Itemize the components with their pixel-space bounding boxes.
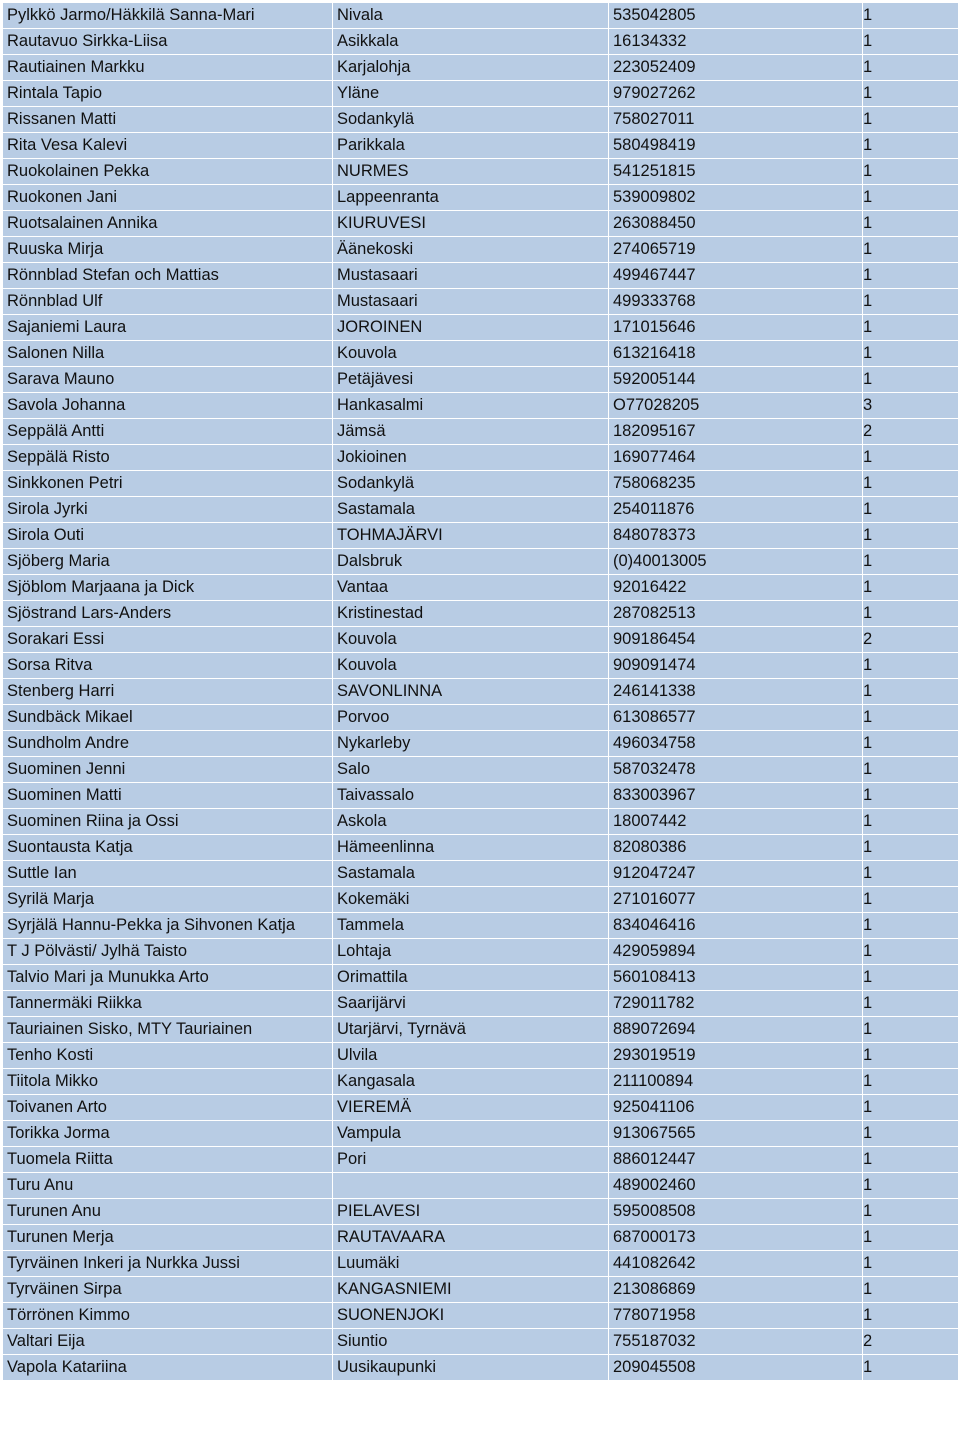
count-cell: 1 [863,81,959,107]
name-cell: Tauriainen Sisko, MTY Tauriainen [3,1017,333,1043]
code-cell: 912047247 [609,861,863,887]
name-cell: Turunen Merja [3,1225,333,1251]
code-cell: 499467447 [609,263,863,289]
code-cell: 848078373 [609,523,863,549]
municipality-cell: Yläne [333,81,609,107]
records-table [2,2,959,1381]
table-row [3,783,959,809]
count-cell: 1 [863,965,959,991]
count-cell: 1 [863,1121,959,1147]
count-cell: 1 [863,809,959,835]
table-row [3,653,959,679]
municipality-cell: Askola [333,809,609,835]
count-cell: 1 [863,757,959,783]
table-row [3,575,959,601]
municipality-cell: Lohtaja [333,939,609,965]
count-cell: 1 [863,107,959,133]
name-cell: Syrilä Marja [3,887,333,913]
table-row [3,55,959,81]
code-cell: 909186454 [609,627,863,653]
count-cell: 1 [863,185,959,211]
name-cell: Toivanen Arto [3,1095,333,1121]
table-row [3,731,959,757]
name-cell: Seppälä Antti [3,419,333,445]
code-cell: 429059894 [609,939,863,965]
name-cell: Turunen Anu [3,1199,333,1225]
code-cell: 541251815 [609,159,863,185]
municipality-cell: Vampula [333,1121,609,1147]
name-cell: Pylkkö Jarmo/Häkkilä Sanna-Mari [3,3,333,29]
code-cell: 560108413 [609,965,863,991]
municipality-cell: Tammela [333,913,609,939]
code-cell: 778071958 [609,1303,863,1329]
name-cell: Törrönen Kimmo [3,1303,333,1329]
count-cell: 1 [863,341,959,367]
table-row [3,107,959,133]
code-cell: 758027011 [609,107,863,133]
code-cell: 913067565 [609,1121,863,1147]
municipality-cell: Sodankylä [333,107,609,133]
table-row [3,1095,959,1121]
table-row [3,237,959,263]
municipality-cell: Hämeenlinna [333,835,609,861]
count-cell: 1 [863,1355,959,1381]
municipality-cell: Kouvola [333,627,609,653]
table-row [3,1043,959,1069]
name-cell: Tiitola Mikko [3,1069,333,1095]
count-cell: 1 [863,1069,959,1095]
name-cell: Sundbäck Mikael [3,705,333,731]
table-row [3,627,959,653]
table-row [3,1121,959,1147]
count-cell: 1 [863,263,959,289]
name-cell: Sorsa Ritva [3,653,333,679]
municipality-cell: Porvoo [333,705,609,731]
count-cell: 1 [863,1251,959,1277]
code-cell: 886012447 [609,1147,863,1173]
count-cell: 1 [863,1095,959,1121]
count-cell: 1 [863,3,959,29]
table-row [3,939,959,965]
name-cell: Rautiainen Markku [3,55,333,81]
table-row [3,29,959,55]
name-cell: Sajaniemi Laura [3,315,333,341]
municipality-cell: Vantaa [333,575,609,601]
table-row [3,679,959,705]
name-cell: Talvio Mari ja Munukka Arto [3,965,333,991]
count-cell: 3 [863,393,959,419]
table-row [3,185,959,211]
count-cell: 1 [863,601,959,627]
count-cell: 1 [863,939,959,965]
count-cell: 2 [863,627,959,653]
count-cell: 1 [863,1225,959,1251]
count-cell: 1 [863,445,959,471]
municipality-cell: Mustasaari [333,289,609,315]
municipality-cell: Sastamala [333,861,609,887]
count-cell: 1 [863,1147,959,1173]
municipality-cell: Orimattila [333,965,609,991]
code-cell: 592005144 [609,367,863,393]
municipality-cell: Karjalohja [333,55,609,81]
name-cell: Sjöstrand Lars-Anders [3,601,333,627]
code-cell: 211100894 [609,1069,863,1095]
municipality-cell: Taivassalo [333,783,609,809]
code-cell: 441082642 [609,1251,863,1277]
code-cell: 489002460 [609,1173,863,1199]
table-row [3,757,959,783]
code-cell: O77028205 [609,393,863,419]
code-cell: 92016422 [609,575,863,601]
table-row [3,913,959,939]
table-row [3,1199,959,1225]
table-row [3,211,959,237]
code-cell: 758068235 [609,471,863,497]
code-cell: 595008508 [609,1199,863,1225]
name-cell: Seppälä Risto [3,445,333,471]
municipality-cell: Äänekoski [333,237,609,263]
name-cell: Savola Johanna [3,393,333,419]
code-cell: (0)40013005 [609,549,863,575]
count-cell: 1 [863,1017,959,1043]
count-cell: 1 [863,1043,959,1069]
code-cell: 254011876 [609,497,863,523]
name-cell: Tyrväinen Sirpa [3,1277,333,1303]
count-cell: 1 [863,159,959,185]
municipality-cell: Sastamala [333,497,609,523]
table-row [3,861,959,887]
code-cell: 287082513 [609,601,863,627]
municipality-cell: Kristinestad [333,601,609,627]
name-cell: Sjöblom Marjaana ja Dick [3,575,333,601]
name-cell: Stenberg Harri [3,679,333,705]
table-row [3,835,959,861]
table-row [3,887,959,913]
code-cell: 182095167 [609,419,863,445]
municipality-cell: Salo [333,757,609,783]
municipality-cell: Uusikaupunki [333,1355,609,1381]
code-cell: 16134332 [609,29,863,55]
municipality-cell: Kangasala [333,1069,609,1095]
count-cell: 1 [863,55,959,81]
municipality-cell [333,1173,609,1199]
name-cell: Turu Anu [3,1173,333,1199]
name-cell: Valtari Eija [3,1329,333,1355]
code-cell: 613216418 [609,341,863,367]
table-row [3,393,959,419]
name-cell: Ruotsalainen Annika [3,211,333,237]
count-cell: 1 [863,289,959,315]
table-row [3,471,959,497]
code-cell: 263088450 [609,211,863,237]
count-cell: 1 [863,133,959,159]
municipality-cell: Mustasaari [333,263,609,289]
code-cell: 909091474 [609,653,863,679]
table-row [3,367,959,393]
code-cell: 834046416 [609,913,863,939]
name-cell: Sjöberg Maria [3,549,333,575]
name-cell: Torikka Jorma [3,1121,333,1147]
code-cell: 539009802 [609,185,863,211]
name-cell: Sundholm Andre [3,731,333,757]
name-cell: Ruokonen Jani [3,185,333,211]
count-cell: 1 [863,835,959,861]
name-cell: Suominen Riina ja Ossi [3,809,333,835]
name-cell: Suttle Ian [3,861,333,887]
municipality-cell: SAVONLINNA [333,679,609,705]
code-cell: 979027262 [609,81,863,107]
code-cell: 613086577 [609,705,863,731]
code-cell: 687000173 [609,1225,863,1251]
municipality-cell: Pori [333,1147,609,1173]
table-row [3,289,959,315]
code-cell: 82080386 [609,835,863,861]
name-cell: Rönnblad Stefan och Mattias [3,263,333,289]
code-cell: 271016077 [609,887,863,913]
municipality-cell: RAUTAVAARA [333,1225,609,1251]
count-cell: 1 [863,653,959,679]
code-cell: 755187032 [609,1329,863,1355]
municipality-cell: Hankasalmi [333,393,609,419]
table-row [3,1173,959,1199]
code-cell: 209045508 [609,1355,863,1381]
code-cell: 18007442 [609,809,863,835]
count-cell: 1 [863,367,959,393]
name-cell: Suontausta Katja [3,835,333,861]
code-cell: 496034758 [609,731,863,757]
count-cell: 2 [863,419,959,445]
name-cell: Tyrväinen Inkeri ja Nurkka Jussi [3,1251,333,1277]
count-cell: 1 [863,211,959,237]
name-cell: Vapola Katariina [3,1355,333,1381]
municipality-cell: PIELAVESI [333,1199,609,1225]
name-cell: Rautavuo Sirkka-Liisa [3,29,333,55]
table-row [3,1147,959,1173]
name-cell: Sirola Jyrki [3,497,333,523]
count-cell: 1 [863,315,959,341]
table-row [3,263,959,289]
code-cell: 889072694 [609,1017,863,1043]
name-cell: Suominen Matti [3,783,333,809]
municipality-cell: NURMES [333,159,609,185]
table-row [3,601,959,627]
municipality-cell: Parikkala [333,133,609,159]
municipality-cell: Utarjärvi, Tyrnävä [333,1017,609,1043]
table-row [3,3,959,29]
municipality-cell: Ulvila [333,1043,609,1069]
count-cell: 1 [863,575,959,601]
code-cell: 274065719 [609,237,863,263]
name-cell: Rissanen Matti [3,107,333,133]
name-cell: Ruokolainen Pekka [3,159,333,185]
code-cell: 246141338 [609,679,863,705]
municipality-cell: Asikkala [333,29,609,55]
table-row [3,1251,959,1277]
count-cell: 1 [863,1173,959,1199]
municipality-cell: Nivala [333,3,609,29]
name-cell: Rita Vesa Kalevi [3,133,333,159]
name-cell: Suominen Jenni [3,757,333,783]
code-cell: 587032478 [609,757,863,783]
table-row [3,1355,959,1381]
count-cell: 1 [863,523,959,549]
table-row [3,523,959,549]
table-row [3,159,959,185]
count-cell: 1 [863,705,959,731]
table-row [3,341,959,367]
code-cell: 293019519 [609,1043,863,1069]
table-row [3,1303,959,1329]
code-cell: 169077464 [609,445,863,471]
municipality-cell: Jämsä [333,419,609,445]
municipality-cell: Luumäki [333,1251,609,1277]
table-row [3,497,959,523]
code-cell: 580498419 [609,133,863,159]
records-table-body [3,3,959,1381]
table-row [3,419,959,445]
name-cell: Sarava Mauno [3,367,333,393]
count-cell: 1 [863,887,959,913]
name-cell: Syrjälä Hannu-Pekka ja Sihvonen Katja [3,913,333,939]
table-row [3,965,959,991]
table-row [3,133,959,159]
table-row [3,81,959,107]
count-cell: 1 [863,1199,959,1225]
municipality-cell: Siuntio [333,1329,609,1355]
table-row [3,1069,959,1095]
count-cell: 1 [863,471,959,497]
code-cell: 535042805 [609,3,863,29]
table-row [3,1225,959,1251]
table-row [3,1017,959,1043]
table-row [3,315,959,341]
count-cell: 1 [863,731,959,757]
municipality-cell: SUONENJOKI [333,1303,609,1329]
table-row [3,445,959,471]
municipality-cell: Jokioinen [333,445,609,471]
code-cell: 171015646 [609,315,863,341]
municipality-cell: JOROINEN [333,315,609,341]
name-cell: Ruuska Mirja [3,237,333,263]
table-row [3,1329,959,1355]
count-cell: 1 [863,549,959,575]
municipality-cell: KANGASNIEMI [333,1277,609,1303]
municipality-cell: Saarijärvi [333,991,609,1017]
municipality-cell: KIURUVESI [333,211,609,237]
municipality-cell: TOHMAJÄRVI [333,523,609,549]
count-cell: 1 [863,1277,959,1303]
table-row [3,809,959,835]
municipality-cell: VIEREMÄ [333,1095,609,1121]
count-cell: 1 [863,783,959,809]
name-cell: Tuomela Riitta [3,1147,333,1173]
count-cell: 1 [863,991,959,1017]
code-cell: 925041106 [609,1095,863,1121]
municipality-cell: Nykarleby [333,731,609,757]
name-cell: Sorakari Essi [3,627,333,653]
municipality-cell: Lappeenranta [333,185,609,211]
municipality-cell: Dalsbruk [333,549,609,575]
name-cell: Rönnblad Ulf [3,289,333,315]
code-cell: 213086869 [609,1277,863,1303]
name-cell: Sirola Outi [3,523,333,549]
municipality-cell: Petäjävesi [333,367,609,393]
table-row [3,1277,959,1303]
count-cell: 1 [863,861,959,887]
count-cell: 1 [863,29,959,55]
code-cell: 499333768 [609,289,863,315]
table-row [3,549,959,575]
count-cell: 1 [863,1303,959,1329]
count-cell: 1 [863,237,959,263]
municipality-cell: Kokemäki [333,887,609,913]
municipality-cell: Sodankylä [333,471,609,497]
code-cell: 223052409 [609,55,863,81]
count-cell: 1 [863,679,959,705]
name-cell: Tannermäki Riikka [3,991,333,1017]
name-cell: Tenho Kosti [3,1043,333,1069]
count-cell: 1 [863,497,959,523]
count-cell: 2 [863,1329,959,1355]
count-cell: 1 [863,913,959,939]
code-cell: 833003967 [609,783,863,809]
name-cell: T J Pölvästi/ Jylhä Taisto [3,939,333,965]
code-cell: 729011782 [609,991,863,1017]
table-row [3,705,959,731]
name-cell: Rintala Tapio [3,81,333,107]
name-cell: Sinkkonen Petri [3,471,333,497]
municipality-cell: Kouvola [333,341,609,367]
table-row [3,991,959,1017]
municipality-cell: Kouvola [333,653,609,679]
name-cell: Salonen Nilla [3,341,333,367]
